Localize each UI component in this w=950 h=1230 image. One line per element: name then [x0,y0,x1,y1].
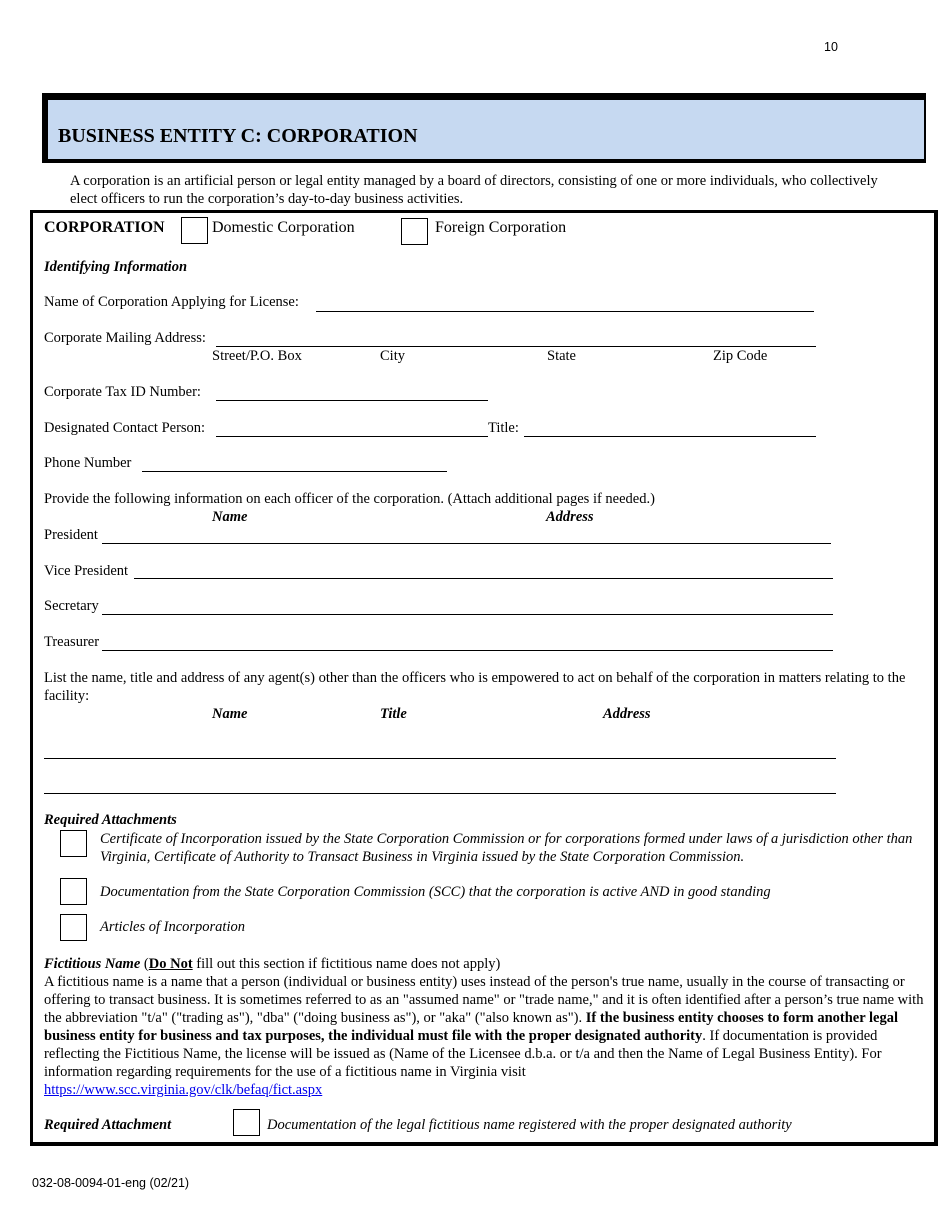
fictitious-doc-checkbox[interactable] [233,1109,260,1136]
agents-name-header: Name [212,706,248,722]
fictitious-paren: ( [140,956,149,972]
phone-field[interactable] [142,471,447,472]
officers-instruction: Provide the following information on each officer of the corporation. (Attach additional pages if needed.) [44,491,655,507]
vice-president-label: Vice President [44,563,129,579]
title-field[interactable] [524,436,816,437]
fictitious-body-2: . If documentation is provided reflecting the Fictitious Name, the license will be issued as (Name of the Licensee d.b.a. or t/a and then the Name of Legal Business Entity). For information regarding requirements for the use of a fictitious name in Virginia visit [44,1028,882,1080]
tax-id-label: Corporate Tax ID Number: [44,384,201,400]
treasurer-field[interactable] [102,650,833,651]
fictitious-body-1: A fictitious name is a name that a person (individual or business entity) uses instead of the person's true name, usually in the course of transacting or offering to transact business. It is sometimes referred to as an "assumed name" or "trade name," and it is often identified after a person’s true name with the abbreviation "t/a" ("trading as"), "dba" ("doing business as"), or "aka" ("also known as"). [44,974,924,1026]
fictitious-doc-text: Documentation of the legal fictitious name registered with the proper designated authority [267,1117,792,1133]
required-attachment-label: Required Attachment [44,1117,172,1133]
corp-name-label: Name of Corporation Applying for License: [44,294,299,310]
attachments-heading: Required Attachments [44,812,177,828]
agents-instruction: List the name, title and address of any agent(s) other than the officers who is empowered to act on behalf of the corporation in matters relating to the facility: [44,670,906,704]
articles-text: Articles of Incorporation [100,919,245,935]
scc-standing-checkbox[interactable] [60,878,87,905]
fictitious-heading-rest: fill out this section if fictitious name does not apply) [192,956,501,972]
articles-checkbox[interactable] [60,914,87,941]
mailing-address-label: Corporate Mailing Address: [44,330,206,346]
scc-standing-text: Documentation from the State Corporation Commission (SCC) that the corporation is active AND in good standing [100,884,771,900]
phone-label: Phone Number [44,455,132,471]
scc-fictitious-link[interactable]: https://www.scc.virginia.gov/clk/befaq/fict.aspx [44,1082,323,1098]
section-title: BUSINESS ENTITY C: CORPORATION [58,125,418,147]
section-banner [42,93,926,163]
mailing-address-field[interactable] [216,346,816,347]
officers-address-header: Address [546,509,594,525]
agent-row-1-field[interactable] [44,758,836,759]
street-sublabel: Street/P.O. Box [212,348,302,364]
page-number: 10 [824,40,838,54]
agents-address-header: Address [603,706,651,722]
corporation-label: CORPORATION [44,219,165,236]
president-label: President [44,527,98,543]
treasurer-label: Treasurer [44,634,100,650]
do-not-text: Do Not [148,956,193,972]
cert-incorporation-text: Certificate of Incorporation issued by the State Corporation Commission or for corporations formed under laws of a jurisdiction other than Virginia, Certificate of Authority to Transact Business in Virginia issued by the State Corporation Commission. [100,831,913,865]
identifying-heading: Identifying Information [44,259,188,275]
foreign-checkbox[interactable] [401,218,428,245]
zip-sublabel: Zip Code [713,348,768,364]
city-sublabel: City [380,348,405,364]
agents-title-header: Title [380,706,407,722]
cert-incorporation-checkbox[interactable] [60,830,87,857]
tax-id-field[interactable] [216,400,488,401]
president-field[interactable] [102,543,831,544]
contact-person-field[interactable] [216,436,488,437]
foreign-label: Foreign Corporation [435,219,567,236]
secretary-label: Secretary [44,598,99,614]
vice-president-field[interactable] [134,578,833,579]
intro-text: A corporation is an artificial person or legal entity managed by a board of directors, consisting of one or more individuals, who collectively elect officers to run the corporation’s day-to-day business activities. [70,173,878,207]
state-sublabel: State [547,348,576,364]
form-code-footer: 032-08-0094-01-eng (02/21) [32,1176,190,1190]
secretary-field[interactable] [102,614,833,615]
officers-name-header: Name [212,509,248,525]
contact-person-label: Designated Contact Person: [44,420,206,436]
fictitious-body [44,973,924,1099]
title-label: Title: [488,420,519,436]
domestic-label: Domestic Corporation [212,219,355,236]
fictitious-heading-line [44,955,924,973]
agent-row-2-field[interactable] [44,793,836,794]
domestic-checkbox[interactable] [181,217,208,244]
fictitious-heading: Fictitious Name [44,956,141,972]
fictitious-body-bold: If the business entity chooses to form another legal business entity for business and tax purposes, the individual must file with the proper designated authority [44,1010,899,1044]
corp-name-field[interactable] [316,311,814,312]
